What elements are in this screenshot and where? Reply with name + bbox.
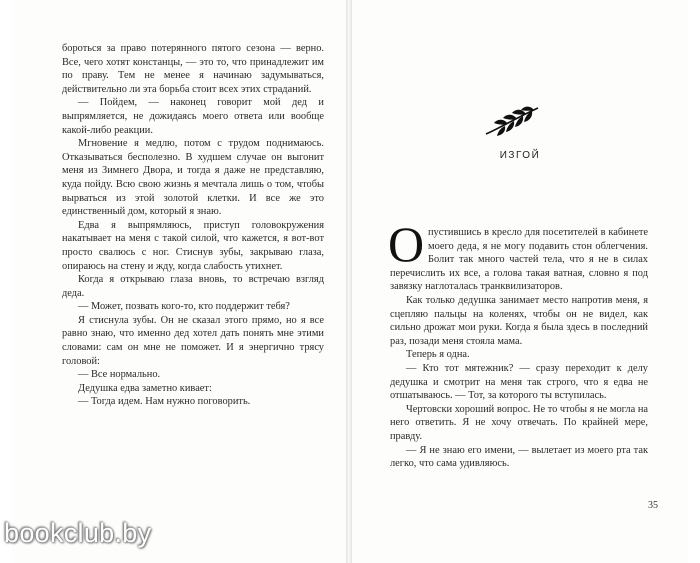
right-paragraph: Чертовски хороший вопрос. Не то чтобы я не могла на него ответить. Я не хочу отвечать. По крайней мере, правду. bbox=[390, 403, 648, 442]
left-page-text bbox=[62, 42, 324, 409]
right-paragraph: Теперь я одна. bbox=[406, 349, 470, 361]
watermark: bookclub.by bbox=[4, 518, 152, 548]
left-paragraph: — Все нормально. bbox=[78, 369, 161, 381]
left-paragraph: — Тогда идем. Нам нужно поговорить. bbox=[78, 396, 251, 408]
page-number: 35 bbox=[648, 500, 658, 511]
left-paragraph: Я стиснула зубы. Он не сказал этого прямо, но я все равно знаю, что именно дед хотел дать понять мне этими словами: сам он мне не поможет. И я энергично трясу головой: bbox=[62, 314, 324, 367]
first-paragraph: О пустившись в кресло для посетителей в кабинете моего деда, я не могу подавить стон облегчения. Болит так много частей тела, что я не в силах перечислить их все, а голова такая ватная, словно я под завязку наглоталась транквилизаторов. bbox=[388, 216, 648, 293]
right-page-text bbox=[388, 216, 648, 471]
left-paragraph: Едва я выпрямляюсь, приступ головокружения накатывает на меня с такой силой, что кажется, я вот-вот просто свалюсь с ног. Стиснув зубы, закрываю глаза, опираюсь на стену и жду, когда слабость утихнет. bbox=[62, 219, 324, 272]
right-page bbox=[352, 0, 688, 563]
left-paragraph: — Может, позвать кого-то, кто поддержит тебя? bbox=[78, 301, 290, 313]
left-paragraph: — Пойдем, — наконец говорит мой дед и выпрямляется, не дожидаясь моего ответа или вообще какой-либо реакции. bbox=[62, 97, 324, 136]
left-paragraph: бороться за право потерянного пятого сезона — верно. Все, чего хотят констанцы, — это то, что принадлежит им по праву. Тем не менее я начинаю задумываться, действительно ли эта борьба стоит всех этих страданий. bbox=[62, 43, 324, 95]
right-paragraph: — Я не знаю его имени, — вылетает из моего рта так легко, что сама удивляюсь. bbox=[390, 444, 648, 470]
leaf-branch-icon bbox=[480, 104, 542, 138]
left-paragraph: Когда я открываю глаза вновь, то встречаю взгляд деда. bbox=[62, 274, 324, 299]
right-paragraph: — Кто тот мятежник? — сразу переходит к делу дедушка и смотрит на меня так строго, что я едва не отшатываюсь. — Тот, за которого ты вступилась. bbox=[390, 362, 648, 402]
left-paragraph: Мгновение я медлю, потом с трудом поднимаюсь. Отказываться бесполезно. В худшем случае он выгонит меня из Зимнего Двора, и тогда я даже не представляю, куда пойду. Всю свою жизнь я мечтала лишь о том, чтобы вырваться из этой золотой клетки. И все же это единственный дом, который я знаю. bbox=[62, 138, 324, 218]
left-page bbox=[12, 0, 346, 563]
left-paragraph: Дедушка едва заметно кивает: bbox=[78, 382, 212, 394]
drop-cap: О bbox=[388, 216, 425, 272]
chapter-title: ИЗГОЙ bbox=[499, 150, 541, 161]
right-paragraph: Как только дедушка занимает место напротив меня, я сцепляю пальцы на коленях, чтобы он не видел, как сильно дрожат мои руки. Когда я была здесь в последний раз, позади меня стояла мама. bbox=[390, 294, 648, 347]
